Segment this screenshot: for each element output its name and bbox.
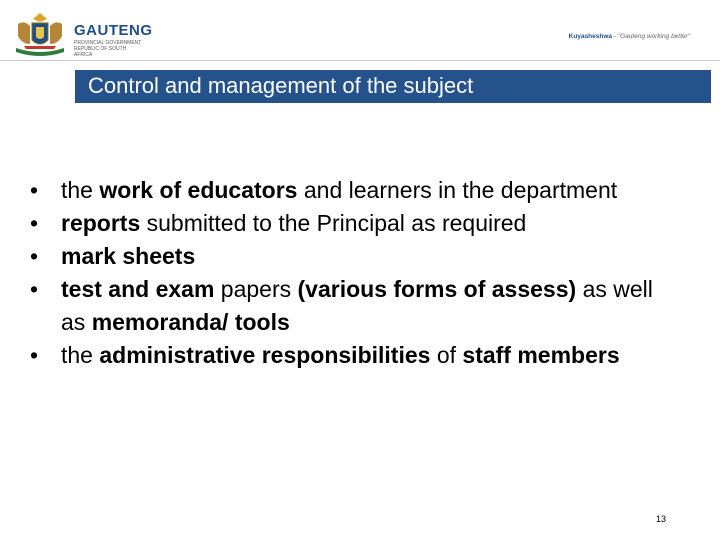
bullet-text-bold: staff members <box>462 342 620 368</box>
bullet-text: the <box>61 342 100 368</box>
tagline-separator: - <box>612 33 618 40</box>
bullet-text: submitted to the Principal as required <box>140 210 527 236</box>
bullet-marker: • <box>30 243 39 269</box>
bullet-item <box>30 339 670 372</box>
slide-title-bar <box>75 70 711 103</box>
bullet-item <box>30 174 670 207</box>
bullet-marker: • <box>30 342 39 368</box>
tagline-name: Kuyasheshwa <box>568 33 613 40</box>
bullet-text: the <box>61 177 100 203</box>
bullet-item <box>30 273 670 339</box>
coat-of-arms-icon <box>10 10 70 58</box>
bullet-text-bold: (various forms of assess) <box>297 276 577 302</box>
bullet-text: as well as <box>61 276 653 335</box>
page-number: 13 <box>656 514 667 524</box>
tagline <box>569 33 690 40</box>
brand-subtitle <box>74 40 144 58</box>
brand-subtitle-line-1: PROVINCIAL GOVERNMENT <box>74 40 142 46</box>
bullet-marker: • <box>30 276 39 302</box>
bullet-text-bold: work of educators <box>99 177 298 203</box>
bullet-list <box>30 174 670 372</box>
bullet-item <box>30 240 670 273</box>
bullet-text-bold: mark sheets <box>61 243 196 269</box>
bullet-text: of <box>430 342 463 368</box>
bullet-text: papers <box>214 276 298 302</box>
bullet-text-bold: administrative responsibilities <box>99 342 431 368</box>
bullet-text-bold: memoranda/ tools <box>91 309 290 335</box>
header-divider <box>0 60 720 61</box>
bullet-item <box>30 207 670 240</box>
bullet-text: and learners in the department <box>297 177 618 203</box>
brand-name: GAUTENG <box>74 22 153 39</box>
gauteng-logo <box>10 10 153 58</box>
slide-title: Control and management of the subject <box>88 73 474 98</box>
bullet-text-bold: reports <box>61 210 141 236</box>
bullet-marker: • <box>30 177 39 203</box>
brand-subtitle-line-2: REPUBLIC OF SOUTH AFRICA <box>74 46 127 58</box>
tagline-quote: "Gauteng working better" <box>617 33 690 40</box>
bullet-text-bold: test and exam <box>61 276 215 302</box>
bullet-marker: • <box>30 210 39 236</box>
